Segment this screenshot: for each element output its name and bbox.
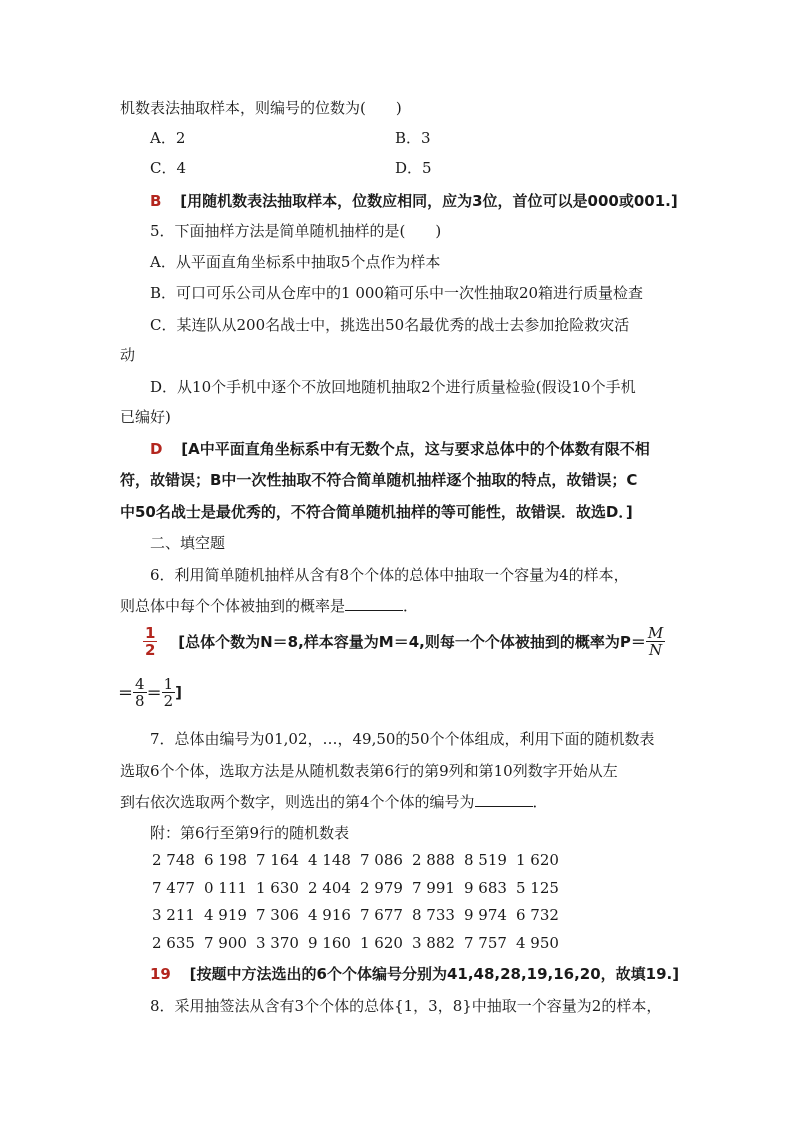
table-cell: 0 111 bbox=[204, 879, 247, 897]
q6-frac1-den: 8 bbox=[135, 692, 145, 710]
q4-answer-letter: B bbox=[150, 192, 162, 210]
q6-eq-end: ] bbox=[175, 683, 182, 702]
q7-stem-line2: 选取6个个体，选取方法是从随机数表第6行的第9列和第10列数字开始从左 bbox=[120, 762, 618, 780]
table-cell: 1 620 bbox=[516, 851, 559, 869]
table-cell: 4 950 bbox=[516, 934, 559, 952]
q4-option-b: B．3 bbox=[395, 129, 431, 147]
q6-answer-blank bbox=[345, 596, 403, 611]
q5-option-c-line1: C．某连队从200名战士中，挑选出50名最优秀的战士去参加抢险救灾活 bbox=[150, 316, 630, 334]
q7-explanation: [按题中方法选出的6个个体编号分别为41,48,28,19,16,20，故填19.] bbox=[189, 965, 680, 983]
q5-option-b: B．可口可乐公司从仓库中的1 000箱可乐中一次性抽取20箱进行质量检查 bbox=[150, 284, 644, 302]
q4-option-a: A．2 bbox=[150, 129, 186, 147]
q5-stem: 5．下面抽样方法是简单随机抽样的是( ) bbox=[150, 222, 442, 240]
q7-answer bbox=[150, 964, 679, 984]
table-cell: 7 991 bbox=[412, 879, 455, 897]
q6-frac1 bbox=[133, 676, 147, 709]
q5-option-c-line2: 动 bbox=[120, 346, 136, 364]
q4-answer bbox=[150, 191, 678, 211]
q6-p-den: N bbox=[648, 641, 663, 659]
q5-answer-letter: D bbox=[150, 440, 163, 458]
table-cell: 3 211 bbox=[152, 906, 195, 924]
q7-answer-blank bbox=[475, 792, 533, 807]
q6-frac2 bbox=[162, 676, 176, 709]
q5-option-d-line1: D．从10个手机中逐个不放回地随机抽取2个进行质量检验(假设10个手机 bbox=[150, 378, 636, 396]
q5-option-d-line2: 已编好) bbox=[120, 408, 171, 426]
q5-explanation-line2: 符，故错误；B中一次性抽取不符合简单随机抽样逐个抽取的特点，故错误；C bbox=[120, 471, 638, 489]
table-cell: 4 916 bbox=[308, 906, 351, 924]
q6-frac2-num: 1 bbox=[163, 675, 174, 693]
table-cell: 3 882 bbox=[412, 934, 455, 952]
q6-answer bbox=[143, 625, 665, 658]
q6-stem-line2 bbox=[120, 596, 418, 616]
table-cell: 7 086 bbox=[360, 851, 403, 869]
q6-p-fraction bbox=[646, 625, 665, 658]
q5-option-a: A．从平面直角坐标系中抽取5个点作为样本 bbox=[150, 253, 441, 271]
q7-stem-line1: 7．总体由编号为01,02，…，49,50的50个个体组成，利用下面的随机数表 bbox=[150, 730, 655, 748]
table-cell: 9 974 bbox=[464, 906, 507, 924]
q6-p-num: M bbox=[647, 624, 664, 642]
table-cell: 1 620 bbox=[360, 934, 403, 952]
q5-explanation-line3: 中50名战士是最优秀的，不符合简单随机抽样的等可能性，故错误．故选D．] bbox=[120, 503, 633, 521]
table-cell: 1 630 bbox=[256, 879, 299, 897]
q4-explanation: [用随机数表法抽取样本，位数应相同，应为3位，首位可以是000或001.] bbox=[180, 192, 678, 210]
q4-option-c: C．4 bbox=[150, 159, 187, 177]
table-cell: 6 732 bbox=[516, 906, 559, 924]
table-cell: 3 370 bbox=[256, 934, 299, 952]
q7-answer-value: 19 bbox=[150, 965, 171, 983]
table-cell: 8 519 bbox=[464, 851, 507, 869]
q5-answer bbox=[150, 439, 650, 459]
q7-stem-end: ． bbox=[532, 793, 548, 811]
q6-answer-den: 2 bbox=[145, 641, 156, 659]
table-cell: 8 733 bbox=[412, 906, 455, 924]
q7-stem-line3 bbox=[120, 792, 548, 812]
q6-stem-text: 则总体中每个个体被抽到的概率是 bbox=[120, 597, 346, 615]
table-cell: 9 683 bbox=[464, 879, 507, 897]
q7-stem-text: 到右依次选取两个数字，则选出的第4个个体的编号为 bbox=[120, 793, 475, 811]
table-cell: 2 979 bbox=[360, 879, 403, 897]
q6-equation bbox=[118, 676, 182, 709]
q6-eq-prefix: ＝ bbox=[118, 684, 134, 702]
table-cell: 4 919 bbox=[204, 906, 247, 924]
table-cell: 5 125 bbox=[516, 879, 559, 897]
q6-answer-fraction bbox=[143, 625, 157, 658]
table-cell: 7 164 bbox=[256, 851, 299, 869]
q4-option-d: D．5 bbox=[395, 159, 432, 177]
table-cell: 7 900 bbox=[204, 934, 247, 952]
q6-stem-end: ． bbox=[403, 597, 419, 615]
q8-stem-line1: 8．采用抽签法从含有3个个体的总体{1，3，8}中抽取一个容量为2的样本， bbox=[150, 997, 662, 1015]
table-cell: 2 635 bbox=[152, 934, 195, 952]
table-cell: 7 477 bbox=[152, 879, 195, 897]
q6-frac1-num: 4 bbox=[135, 675, 145, 693]
table-cell: 9 160 bbox=[308, 934, 351, 952]
q6-frac2-den: 2 bbox=[163, 692, 174, 710]
table-cell: 7 757 bbox=[464, 934, 507, 952]
table-cell: 7 306 bbox=[256, 906, 299, 924]
table-cell: 7 677 bbox=[360, 906, 403, 924]
q6-explanation-line1: [总体个数为N＝8,样本容量为M＝4,则每一个个体被抽到的概率为P＝ bbox=[178, 633, 646, 651]
q6-stem-line1: 6．利用简单随机抽样从含有8个个体的总体中抽取一个容量为4的样本， bbox=[150, 566, 629, 584]
q7-table-caption: 附：第6行至第9行的随机数表 bbox=[150, 824, 350, 842]
section-title: 二、填空题 bbox=[150, 534, 226, 552]
q5-explanation-line1: [A中平面直角坐标系中有无数个点，这与要求总体中的个体数有限不相 bbox=[181, 440, 650, 458]
q4-stem-tail: 机数表法抽取样本，则编号的位数为( ) bbox=[120, 99, 402, 117]
table-cell: 6 198 bbox=[204, 851, 247, 869]
table-cell: 4 148 bbox=[308, 851, 351, 869]
table-cell: 2 748 bbox=[152, 851, 195, 869]
table-cell: 2 888 bbox=[412, 851, 455, 869]
table-cell: 2 404 bbox=[308, 879, 351, 897]
q6-answer-num: 1 bbox=[145, 624, 156, 642]
q6-eq-mid: ＝ bbox=[146, 684, 162, 702]
